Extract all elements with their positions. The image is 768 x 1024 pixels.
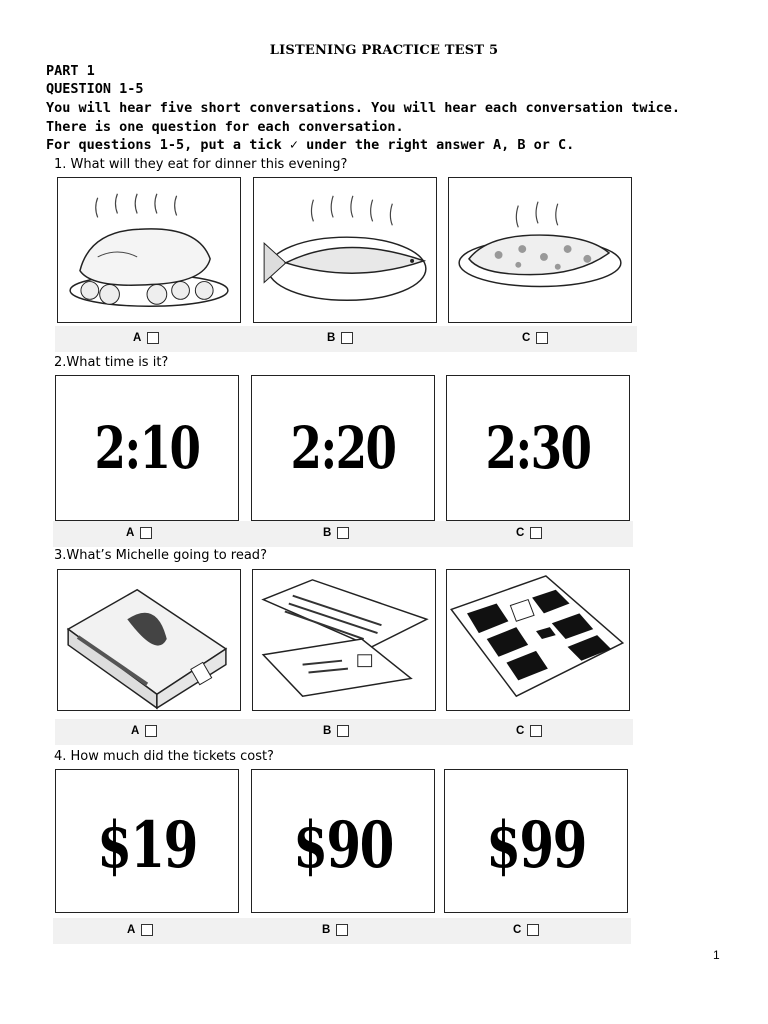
option-label: C: [516, 725, 525, 737]
tick-checkbox[interactable]: [341, 332, 353, 344]
q4-option-b-picture[interactable]: [251, 769, 435, 913]
q1-option-b[interactable]: [327, 332, 353, 344]
q4-answer-row: [53, 918, 631, 944]
question-3-text: 3.What’s Michelle going to read?: [54, 548, 267, 563]
option-label: C: [513, 924, 522, 936]
q3-option-b[interactable]: [323, 725, 349, 737]
option-label: A: [126, 527, 135, 539]
part-heading: PART 1: [46, 63, 95, 79]
option-label: B: [327, 332, 336, 344]
time-2-30-text: 2:30: [485, 414, 591, 482]
q1-answer-row: [55, 326, 637, 352]
q1-option-b-picture[interactable]: [253, 177, 437, 323]
letter-icon: [253, 570, 435, 710]
question-2-text: 2.What time is it?: [54, 355, 169, 370]
fish-icon: [254, 178, 436, 322]
q2-option-c[interactable]: [516, 527, 542, 539]
q2-answer-row: [53, 521, 633, 547]
q2-option-c-picture[interactable]: [446, 375, 630, 521]
page-number: 1: [713, 948, 720, 962]
question-4-text: 4. How much did the tickets cost?: [54, 749, 274, 764]
price-99-text: $99: [486, 808, 586, 883]
option-label: A: [127, 924, 136, 936]
q1-option-a-picture[interactable]: [57, 177, 241, 323]
option-label: B: [322, 924, 331, 936]
tick-checkbox[interactable]: [530, 725, 542, 737]
instruction-line-2: There is one question for each conversation.: [46, 119, 404, 135]
option-label: C: [516, 527, 525, 539]
page-title: LISTENING PRACTICE TEST 5: [269, 43, 499, 58]
q4-option-b[interactable]: [322, 924, 348, 936]
q1-option-a[interactable]: [133, 332, 159, 344]
instruction-line-1: You will hear five short conversations. You will hear each conversation twice.: [46, 100, 680, 116]
book-icon: [58, 570, 240, 710]
question-1-text: 1. What will they eat for dinner this evening?: [54, 157, 348, 172]
q4-option-c[interactable]: [513, 924, 539, 936]
option-label: B: [323, 527, 332, 539]
tick-checkbox[interactable]: [141, 924, 153, 936]
question-range-heading: QUESTION 1-5: [46, 81, 144, 97]
tick-checkbox[interactable]: [527, 924, 539, 936]
q4-option-c-picture[interactable]: [444, 769, 628, 913]
option-label: C: [522, 332, 531, 344]
tick-checkbox[interactable]: [145, 725, 157, 737]
price-19-text: $19: [97, 808, 197, 883]
q2-option-b[interactable]: [323, 527, 349, 539]
tick-checkbox[interactable]: [336, 924, 348, 936]
tick-checkbox[interactable]: [536, 332, 548, 344]
q2-option-a-picture[interactable]: [55, 375, 239, 521]
tick-checkbox[interactable]: [530, 527, 542, 539]
price-90-text: $90: [293, 808, 393, 883]
roast-chicken-icon: [58, 178, 240, 322]
q2-option-b-picture[interactable]: [251, 375, 435, 521]
q2-option-a[interactable]: [126, 527, 152, 539]
tick-checkbox[interactable]: [337, 527, 349, 539]
tick-checkbox[interactable]: [337, 725, 349, 737]
q3-option-c[interactable]: [516, 725, 542, 737]
instruction-line-3: For questions 1-5, put a tick ✓ under the right answer A, B or C.: [46, 137, 575, 153]
pizza-icon: [449, 178, 631, 322]
tick-checkbox[interactable]: [140, 527, 152, 539]
option-label: A: [133, 332, 142, 344]
q3-option-a[interactable]: [131, 725, 157, 737]
q3-option-b-picture[interactable]: [252, 569, 436, 711]
q3-option-c-picture[interactable]: [446, 569, 630, 711]
option-label: A: [131, 725, 140, 737]
newspaper-icon: [447, 570, 629, 710]
time-2-20-text: 2:20: [290, 414, 396, 482]
q1-option-c[interactable]: [522, 332, 548, 344]
q3-answer-row: [55, 719, 633, 745]
tick-checkbox[interactable]: [147, 332, 159, 344]
time-2-10-text: 2:10: [94, 414, 200, 482]
q3-option-a-picture[interactable]: [57, 569, 241, 711]
q1-option-c-picture[interactable]: [448, 177, 632, 323]
q4-option-a[interactable]: [127, 924, 153, 936]
option-label: B: [323, 725, 332, 737]
q4-option-a-picture[interactable]: [55, 769, 239, 913]
